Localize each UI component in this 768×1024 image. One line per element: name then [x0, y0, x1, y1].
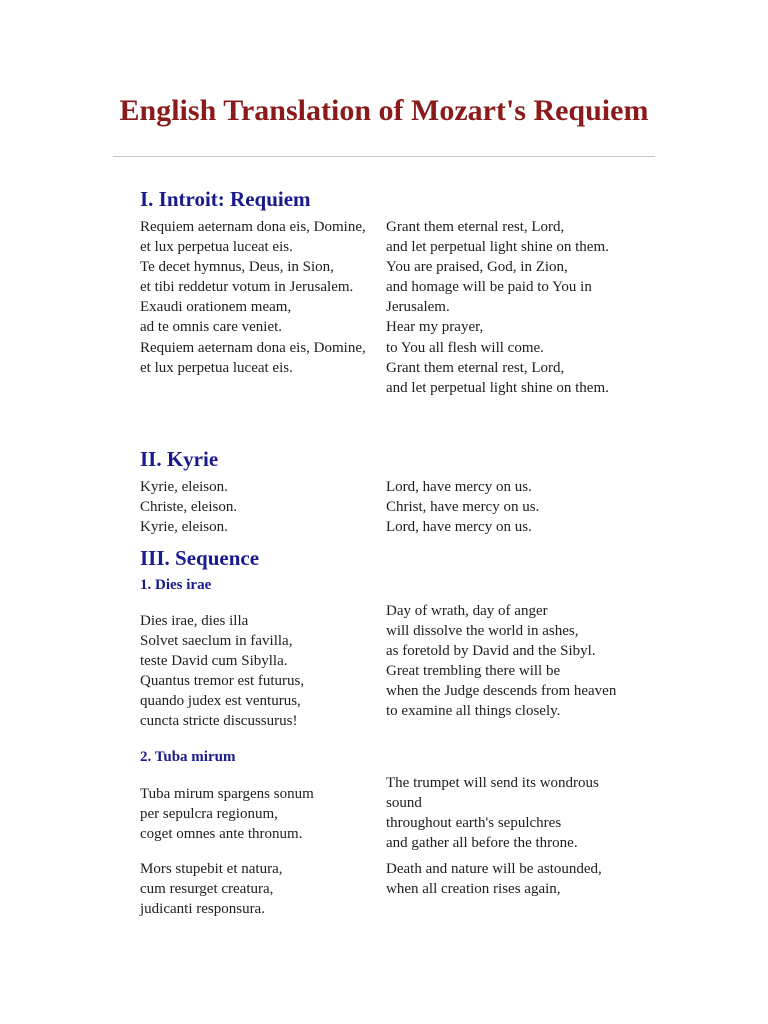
verse-line: per sepulcra regionum, — [140, 806, 278, 823]
tuba-mirum-english-stanza-2 — [386, 859, 634, 899]
verse-line: Day of wrath, day of anger — [386, 603, 548, 619]
verse-line: Death and nature will be astounded, — [386, 861, 602, 877]
verse-line: Requiem aeternam dona eis, Domine, — [140, 219, 366, 235]
verse-line: cuncta stricte discussurus! — [140, 713, 298, 730]
verse-line: judicanti responsura. — [140, 901, 265, 918]
section-heading-introit: I. Introit: Requiem — [140, 187, 311, 211]
verse-line: to examine all things closely. — [386, 703, 561, 720]
verse-line: Dies irae, dies illa — [140, 613, 249, 629]
kyrie-latin-text — [140, 477, 375, 537]
verse-line: ad te omnis care veniet. — [140, 319, 283, 336]
subsection-heading-tuba-mirum: 2. Tuba mirum — [140, 749, 236, 765]
dies-irae-latin-text — [140, 611, 375, 732]
verse-line: Kyrie, eleison. — [140, 479, 228, 495]
subsection-heading-dies-irae: 1. Dies irae — [140, 577, 212, 593]
verse-line: Exaudi orationem meam, — [140, 299, 292, 316]
verse-line: Lord, have mercy on us. — [386, 519, 532, 536]
verse-line: when all creation rises again, — [386, 881, 561, 898]
verse-line: Christe, eleison. — [140, 499, 238, 516]
verse-line: Te decet hymnus, Deus, in Sion, — [140, 259, 334, 276]
verse-line: Quantus tremor est futurus, — [140, 673, 305, 690]
verse-line: Great trembling there will be — [386, 663, 561, 680]
tuba-mirum-latin-stanza-1 — [140, 784, 375, 844]
verse-line: when the Judge descends from heaven — [386, 683, 617, 700]
verse-line: to You all flesh will come. — [386, 339, 544, 356]
tuba-mirum-latin-stanza-2 — [140, 859, 375, 919]
verse-line: as foretold by David and the Sibyl. — [386, 643, 596, 660]
verse-line: Mors stupebit et natura, — [140, 861, 283, 877]
verse-line: Lord, have mercy on us. — [386, 479, 532, 495]
verse-line: Requiem aeternam dona eis, Domine, — [140, 339, 366, 356]
verse-line: will dissolve the world in ashes, — [386, 623, 579, 640]
verse-line: The trumpet will send its wondrous sound — [386, 775, 599, 812]
tuba-mirum-english-stanza-1 — [386, 773, 634, 853]
verse-line: coget omnes ante thronum. — [140, 826, 303, 843]
verse-line: Solvet saeclum in favilla, — [140, 633, 293, 650]
verse-line: Kyrie, eleison. — [140, 519, 228, 536]
verse-line: Christ, have mercy on us. — [386, 499, 540, 516]
verse-line: Hear my prayer, — [386, 319, 484, 336]
section-heading-kyrie: II. Kyrie — [140, 447, 219, 471]
verse-line: Tuba mirum spargens sonum — [140, 786, 314, 802]
kyrie-english-text — [386, 477, 634, 537]
verse-line: et tibi reddetur votum in Jerusalem. — [140, 279, 354, 296]
verse-line: teste David cum Sibylla. — [140, 653, 288, 670]
verse-line: et lux perpetua luceat eis. — [140, 359, 293, 376]
introit-english-text — [386, 217, 634, 398]
verse-line: and let perpetual light shine on them. — [386, 379, 609, 396]
verse-line: Grant them eternal rest, Lord, — [386, 359, 565, 376]
dies-irae-english-text — [386, 601, 634, 722]
verse-line: et lux perpetua luceat eis. — [140, 239, 293, 256]
verse-line: and homage will be paid to You in Jerusalem. — [386, 279, 592, 316]
verse-line: cum resurget creatura, — [140, 881, 274, 898]
horizontal-rule — [113, 156, 655, 157]
verse-line: and let perpetual light shine on them. — [386, 239, 609, 256]
introit-latin-text — [140, 217, 375, 378]
verse-line: Grant them eternal rest, Lord, — [386, 219, 565, 235]
section-heading-sequence: III. Sequence — [140, 546, 260, 570]
verse-line: quando judex est venturus, — [140, 693, 301, 710]
verse-line: and gather all before the throne. — [386, 835, 578, 852]
document-title: English Translation of Mozart's Requiem — [119, 94, 649, 127]
verse-line: throughout earth's sepulchres — [386, 815, 562, 832]
verse-line: You are praised, God, in Zion, — [386, 259, 568, 276]
